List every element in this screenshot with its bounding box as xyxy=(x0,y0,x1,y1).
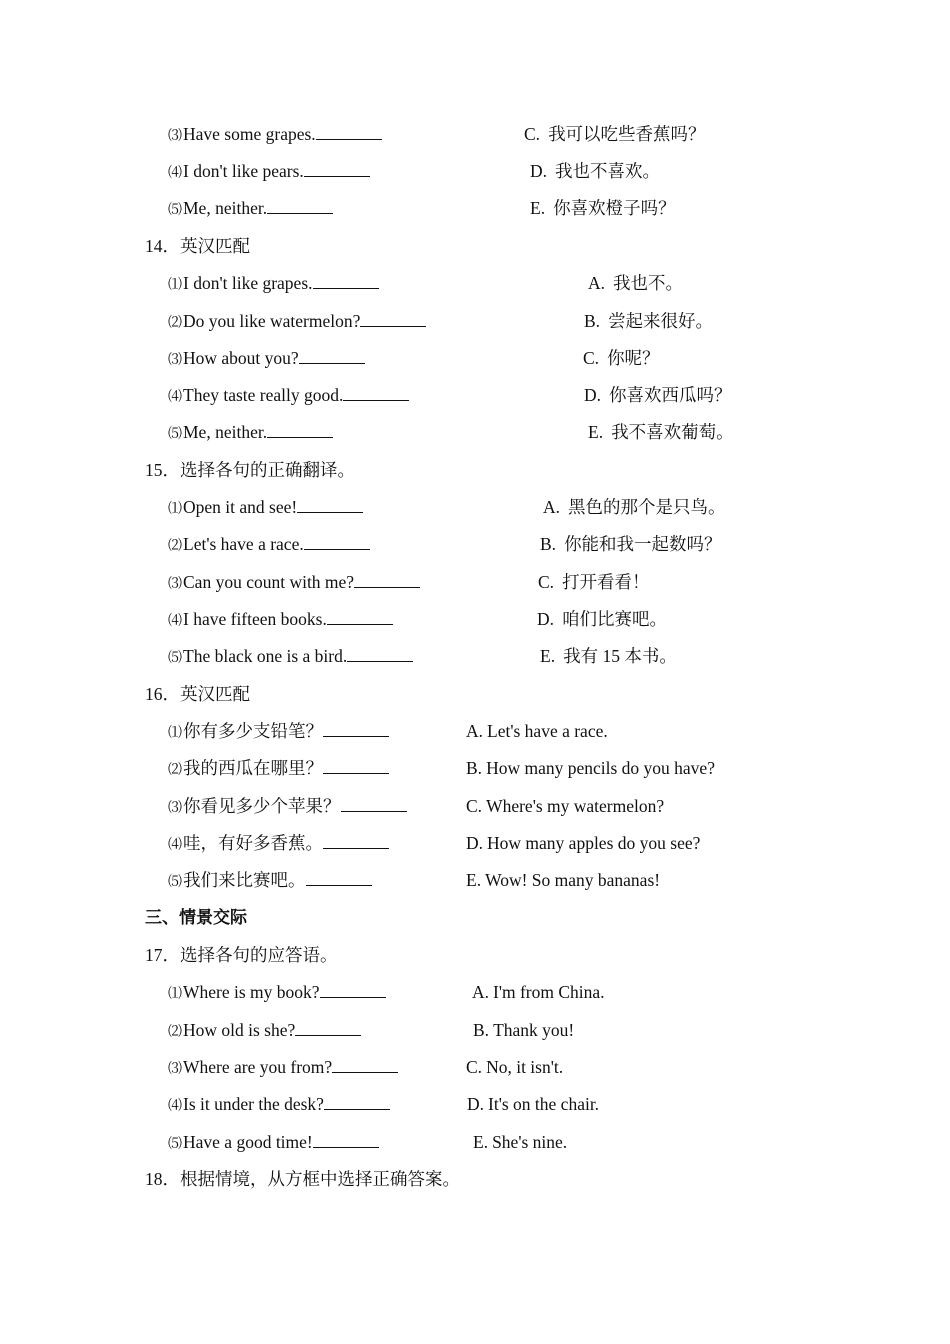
q15-option-b: B. 你能和我一起数吗？ xyxy=(540,534,722,554)
q14-option-c: C. 你呢？ xyxy=(583,348,660,368)
q16-item-2: ⑵我的西瓜在哪里？ xyxy=(168,757,389,782)
answer-blank[interactable] xyxy=(316,124,382,140)
q13-item-3: ⑶Have some grapes. xyxy=(168,123,382,148)
answer-blank[interactable] xyxy=(297,497,363,513)
answer-blank[interactable] xyxy=(332,1057,398,1073)
q17-option-d: D. It's on the chair. xyxy=(467,1094,600,1114)
q17-item-4: ⑷Is it under the desk? xyxy=(168,1093,390,1118)
q15-option-d: D. 咱们比赛吧。 xyxy=(537,609,668,629)
answer-blank[interactable] xyxy=(295,1020,361,1036)
q16-option-b: B. How many pencils do you have? xyxy=(466,758,715,778)
q13-option-d: D. 我也不喜欢。 xyxy=(530,161,661,181)
answer-blank[interactable] xyxy=(304,534,370,550)
q14-item-5: ⑸Me, neither. xyxy=(168,421,333,446)
q16-heading: 16．英汉匹配 xyxy=(145,684,250,704)
answer-blank[interactable] xyxy=(313,1132,379,1148)
q14-item-4: ⑷They taste really good. xyxy=(168,384,409,409)
answer-blank[interactable] xyxy=(324,1094,390,1110)
q13-option-e: E. 你喜欢橙子吗？ xyxy=(530,198,676,218)
q14-option-d: D. 你喜欢西瓜吗？ xyxy=(584,385,732,405)
q15-option-a: A. 黑色的那个是只鸟。 xyxy=(543,497,726,517)
q16-option-c: C. Where's my watermelon? xyxy=(466,796,665,816)
q17-heading: 17．选择各句的应答语。 xyxy=(145,945,338,965)
q15-item-4: ⑷I have fifteen books. xyxy=(168,608,393,633)
section-heading: 三、情景交际 xyxy=(145,908,247,928)
q14-option-b: B. 尝起来很好。 xyxy=(584,311,714,331)
q13-option-c: C. 我可以吃些香蕉吗？ xyxy=(524,124,706,144)
q16-option-d: D. How many apples do you see? xyxy=(466,833,701,853)
q17-option-e: E. She's nine. xyxy=(473,1132,568,1152)
answer-blank[interactable] xyxy=(323,721,389,737)
q14-item-2: ⑵Do you like watermelon? xyxy=(168,310,426,335)
q15-heading: 15．选择各句的正确翻译。 xyxy=(145,460,355,480)
q15-option-e: E. 我有 15 本书。 xyxy=(540,646,677,666)
answer-blank[interactable] xyxy=(323,758,389,774)
q14-item-1: ⑴I don't like grapes. xyxy=(168,272,379,297)
q18-heading: 18．根据情境，从方框中选择正确答案。 xyxy=(145,1169,460,1189)
answer-blank[interactable] xyxy=(327,609,393,625)
q17-item-1: ⑴Where is my book? xyxy=(168,981,386,1006)
answer-blank[interactable] xyxy=(313,273,379,289)
answer-blank[interactable] xyxy=(354,572,420,588)
q15-item-2: ⑵Let's have a race. xyxy=(168,533,370,558)
q16-option-e: E. Wow! So many bananas! xyxy=(466,870,661,890)
q16-item-4: ⑷哇，有好多香蕉。 xyxy=(168,832,389,857)
q17-option-b: B. Thank you! xyxy=(473,1020,575,1040)
q15-item-5: ⑸The black one is a bird. xyxy=(168,645,413,670)
q14-item-3: ⑶How about you? xyxy=(168,347,365,372)
answer-blank[interactable] xyxy=(306,870,372,886)
q16-item-1: ⑴你有多少支铅笔？ xyxy=(168,720,389,745)
q17-item-3: ⑶Where are you from? xyxy=(168,1056,398,1081)
q17-item-5: ⑸Have a good time! xyxy=(168,1131,379,1156)
q14-option-a: A. 我也不。 xyxy=(588,273,684,293)
q14-option-e: E. 我不喜欢葡萄。 xyxy=(588,422,734,442)
q15-item-3: ⑶Can you count with me? xyxy=(168,571,420,596)
answer-blank[interactable] xyxy=(343,385,409,401)
q15-item-1: ⑴Open it and see! xyxy=(168,496,363,521)
q15-option-c: C. 打开看看！ xyxy=(538,572,650,592)
q16-item-5: ⑸我们来比赛吧。 xyxy=(168,869,372,894)
answer-blank[interactable] xyxy=(323,833,389,849)
q17-option-a: A. I'm from China. xyxy=(472,982,605,1002)
answer-blank[interactable] xyxy=(267,198,333,214)
q13-item-4: ⑷I don't like pears. xyxy=(168,160,370,185)
answer-blank[interactable] xyxy=(347,646,413,662)
answer-blank[interactable] xyxy=(360,311,426,327)
q16-item-3: ⑶你看见多少个苹果？ xyxy=(168,795,407,820)
answer-blank[interactable] xyxy=(320,982,386,998)
answer-blank[interactable] xyxy=(341,796,407,812)
q14-heading: 14．英汉匹配 xyxy=(145,236,250,256)
answer-blank[interactable] xyxy=(299,348,365,364)
answer-blank[interactable] xyxy=(267,422,333,438)
q17-option-c: C. No, it isn't. xyxy=(466,1057,564,1077)
answer-blank[interactable] xyxy=(304,161,370,177)
q17-item-2: ⑵How old is she? xyxy=(168,1019,361,1044)
q16-option-a: A. Let's have a race. xyxy=(466,721,608,741)
q13-item-5: ⑸Me, neither. xyxy=(168,197,333,222)
